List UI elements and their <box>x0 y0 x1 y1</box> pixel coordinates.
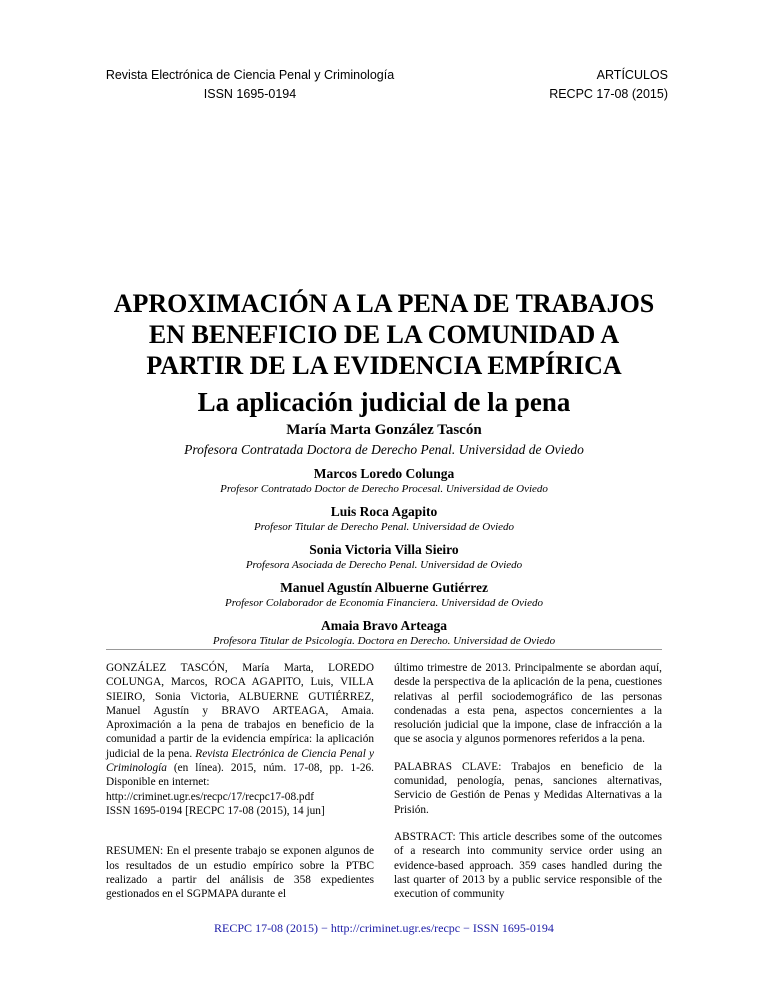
citation-journal: Revista Electrónica de Ciencia Penal y Criminología <box>106 747 374 775</box>
footer-separator: − <box>460 921 473 935</box>
author-name: Luis Roca Agapito <box>330 504 438 519</box>
footer-url[interactable]: http://criminet.ugr.es/recpc <box>330 921 461 935</box>
keywords: PALABRAS CLAVE: Trabajos en beneficio de la comunidad, penología, penas, sanciones alternativas, Servicio de Gestión de Penas y Medidas Alternativas a la Prisión. <box>394 760 662 816</box>
author-name: María Marta González Tascón <box>286 422 482 438</box>
journal-name: Revista Electrónica de Ciencia Penal y Criminología <box>105 68 395 82</box>
resumen-start: RESUMEN: En el presente trabajo se exponen algunos de los resultados de un estudio empírico sobre la PTBC realizado a partir del análisis de 358 expedientes gestionados en el SGPMAPA durante el <box>106 845 374 901</box>
title-line-2: EN BENEFICIO DE LA COMUNIDAD A <box>148 320 620 349</box>
section-divider <box>106 649 662 650</box>
author-affiliation: Profesor Colaborador de Economía Financiera. Universidad de Oviedo <box>225 597 543 609</box>
left-column <box>106 661 374 901</box>
citation-text: GONZÁLEZ TASCÓN, María Marta, LOREDO COLUNGA, Marcos, ROCA AGAPITO, Luis, VILLA SIEIRO, Sonia Victoria, ALBUERNE GUTIÉRREZ, Manuel Agustín y BRAVO ARTEAGA, Amaia. Aproximación a la pena de trabajos en beneficio de la comunidad a partir de la evidencia empírica: la aplicación judicial de la pena. <box>106 662 374 760</box>
journal-issn: ISSN 1695-0194 <box>203 87 297 101</box>
journal-header <box>100 66 400 104</box>
author-affiliation: Profesora Contratada Doctora de Derecho Penal. Universidad de Oviedo <box>184 442 584 457</box>
author-affiliation: Profesora Titular de Psicología. Doctora en Derecho. Universidad de Oviedo <box>212 635 556 647</box>
author-entry <box>60 465 708 497</box>
section-label: ARTÍCULOS <box>596 68 668 82</box>
title-line-3: PARTIR DE LA EVIDENCIA EMPÍRICA <box>146 351 622 380</box>
resumen-end: último trimestre de 2013. Principalmente se abordan aquí, desde la perspectiva de la aplicación de la pena, cuestiones relativas al perfil sociodemográfico de las personas condenadas a esta pena, aspectos concernientes a la resolución judicial que la impone, clase de infracción a la que se asocia y algunos pormenores referidos a la pena. <box>394 662 662 746</box>
author-entry <box>60 420 708 459</box>
author-entry <box>60 541 708 573</box>
author-affiliation: Profesor Contratado Doctor de Derecho Procesal. Universidad de Oviedo <box>220 483 548 495</box>
author-name: Marcos Loredo Colunga <box>313 466 455 481</box>
author-name: Manuel Agustín Albuerne Gutiérrez <box>280 580 488 595</box>
author-entry <box>60 579 708 611</box>
author-entry <box>60 617 708 649</box>
author-list <box>60 420 708 655</box>
author-name: Sonia Victoria Villa Sieiro <box>309 542 459 557</box>
title-line-1: APROXIMACIÓN A LA PENA DE TRABAJOS <box>113 289 655 318</box>
author-affiliation: Profesora Asociada de Derecho Penal. Universidad de Oviedo <box>245 559 523 571</box>
author-entry <box>60 503 708 535</box>
section-header <box>468 66 668 104</box>
title-block <box>60 288 708 419</box>
article-subtitle: La aplicación judicial de la pena <box>197 387 571 417</box>
footer-separator: − <box>318 921 331 935</box>
article-title <box>60 288 708 381</box>
footer-issn: ISSN 1695-0194 <box>472 921 554 935</box>
page-footer <box>0 921 768 936</box>
abstract: ABSTRACT: This article describes some of the outcomes of a research into community service order using an evidence-based approach. 359 cases handled during the last quarter of 2013 by a public service responsible of the execution of community <box>394 830 662 901</box>
right-column <box>394 661 662 901</box>
author-affiliation: Profesor Titular de Derecho Penal. Universidad de Oviedo <box>253 521 515 533</box>
article-reference: RECPC 17-08 (2015) <box>549 87 668 101</box>
citation-text-tail: (en línea). 2015, núm. 17-08, pp. 1-26. Disponible en internet: <box>106 762 374 789</box>
citation-url[interactable]: http://criminet.ugr.es/recpc/17/recpc17-08.pdf <box>106 790 314 803</box>
author-name: Amaia Bravo Arteaga <box>321 618 447 633</box>
footer-ref: RECPC 17-08 (2015) <box>214 921 319 935</box>
citation <box>106 661 374 790</box>
citation-issn: ISSN 1695-0194 [RECPC 17-08 (2015), 14 jun] <box>106 804 325 817</box>
